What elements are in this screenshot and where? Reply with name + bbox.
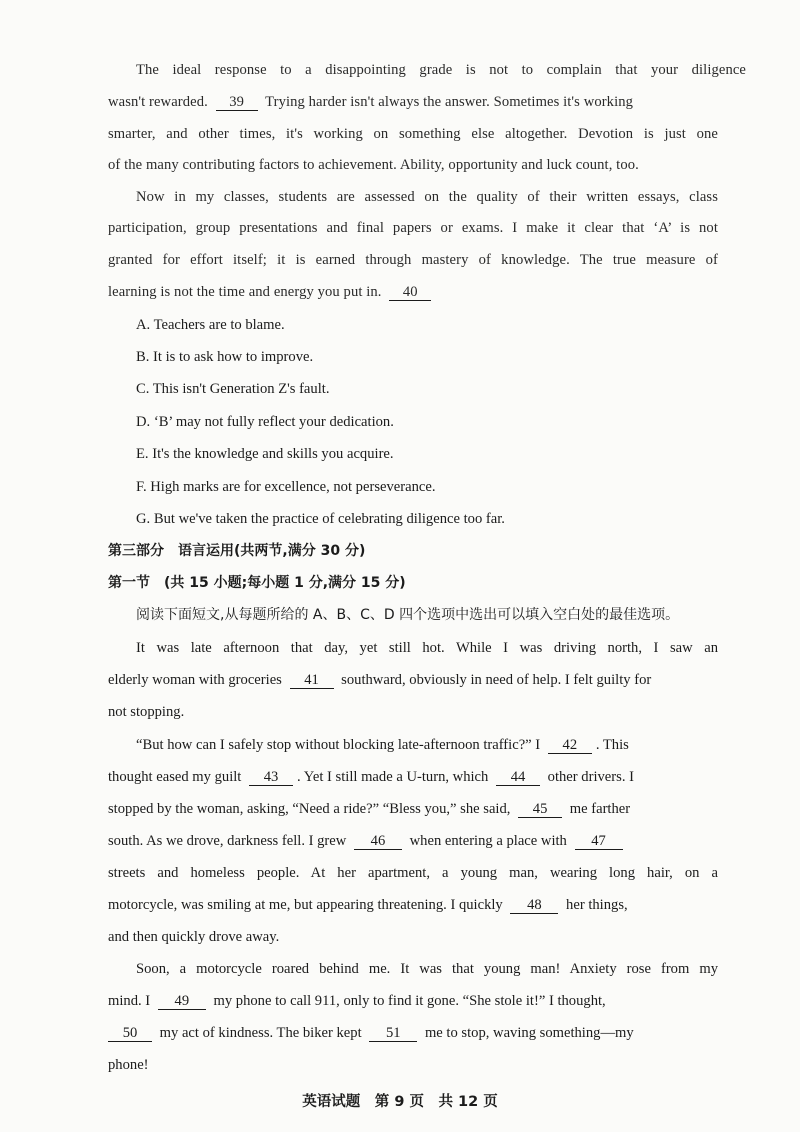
blank-47: 47 <box>575 833 623 850</box>
cloze-text: “But how can I safely stop without blocking late-afternoon traffic?” I <box>136 737 541 753</box>
passage-line <box>108 92 718 112</box>
cloze-text: when entering a place with <box>409 833 567 849</box>
cloze-line: and then quickly drove away. <box>108 929 280 945</box>
option-g: G. But we've taken the practice of celebrating diligence too far. <box>136 511 505 527</box>
passage-line: smarter, and other times, it's working on something else altogether. Devotion is just one <box>108 126 718 142</box>
cloze-text: . This <box>595 737 629 753</box>
cloze-text: south. As we drove, darkness fell. I grew <box>108 833 347 849</box>
part3-heading: 第三部分 语言运用(共两节,满分 30 分) <box>108 543 366 559</box>
option-a: A. Teachers are to blame. <box>136 317 285 333</box>
section1-heading: 第一节 (共 15 小题;每小题 1 分,满分 15 分) <box>108 575 406 591</box>
option-f: F. High marks are for excellence, not perseverance. <box>136 479 436 495</box>
cloze-text: my act of kindness. The biker kept <box>159 1025 362 1041</box>
option-d: D. ‘B’ may not fully reflect your dedication. <box>136 414 394 430</box>
page-footer: 英语试题 第 9 页 共 12 页 <box>302 1094 498 1110</box>
cloze-line: phone! <box>108 1057 149 1073</box>
passage-line: The ideal response to a disappointing grade is not to complain that your diligence <box>136 62 746 78</box>
blank-42: 42 <box>548 737 592 754</box>
blank-43: 43 <box>249 769 293 786</box>
cloze-line <box>108 1023 718 1043</box>
cloze-text: southward, obviously in need of help. I felt guilty for <box>341 672 652 688</box>
cloze-instruction: 阅读下面短文,从每题所给的 A、B、C、D 四个选项中选出可以填入空白处的最佳选项。 <box>136 607 680 623</box>
passage-line <box>108 282 718 302</box>
blank-49: 49 <box>158 993 206 1010</box>
option-e: E. It's the knowledge and skills you acquire. <box>136 446 394 462</box>
cloze-text: mind. I <box>108 993 151 1009</box>
cloze-line <box>108 895 718 915</box>
blank-40: 40 <box>389 284 431 301</box>
cloze-line <box>108 670 718 690</box>
cloze-text: elderly woman with groceries <box>108 672 282 688</box>
blank-46: 46 <box>354 833 402 850</box>
blank-48: 48 <box>510 897 558 914</box>
blank-41: 41 <box>290 672 334 689</box>
cloze-text: her things, <box>566 897 628 913</box>
blank-51: 51 <box>369 1025 417 1042</box>
cloze-text: stopped by the woman, asking, “Need a ride?” “Bless you,” she said, <box>108 801 511 817</box>
blank-39: 39 <box>216 94 258 111</box>
passage-text: Trying harder isn't always the answer. Sometimes it's working <box>265 94 634 110</box>
cloze-line <box>108 991 718 1011</box>
passage-line: Now in my classes, students are assessed on the quality of their written essays, class <box>136 189 718 205</box>
cloze-line <box>108 831 718 851</box>
cloze-line: not stopping. <box>108 704 185 720</box>
cloze-text: motorcycle, was smiling at me, but appearing threatening. I quickly <box>108 897 503 913</box>
cloze-line: Soon, a motorcycle roared behind me. It was that young man! Anxiety rose from my <box>136 961 718 977</box>
passage-line: granted for effort itself; it is earned through mastery of knowledge. The true measure of <box>108 252 718 268</box>
cloze-text: other drivers. I <box>547 769 634 785</box>
cloze-text: my phone to call 911, only to find it gone. “She stole it!” I thought, <box>213 993 606 1009</box>
passage-line: of the many contributing factors to achievement. Ability, opportunity and luck count, too. <box>108 157 639 173</box>
cloze-text: thought eased my guilt <box>108 769 242 785</box>
cloze-text: me farther <box>569 801 631 817</box>
blank-50: 50 <box>108 1025 152 1042</box>
blank-44: 44 <box>496 769 540 786</box>
cloze-line <box>136 735 746 755</box>
cloze-line <box>108 767 718 787</box>
option-c: C. This isn't Generation Z's fault. <box>136 381 330 397</box>
cloze-text: . Yet I still made a U-turn, which <box>297 769 489 785</box>
passage-line: participation, group presentations and final papers or exams. I make it clear that ‘A’ is not <box>108 220 718 236</box>
option-b: B. It is to ask how to improve. <box>136 349 314 365</box>
cloze-text: me to stop, waving something—my <box>424 1025 634 1041</box>
cloze-line: It was late afternoon that day, yet still hot. While I was driving north, I saw an <box>136 640 718 656</box>
cloze-line: streets and homeless people. At her apartment, a young man, wearing long hair, on a <box>108 865 718 881</box>
blank-45: 45 <box>518 801 562 818</box>
cloze-line <box>108 799 718 819</box>
passage-text: learning is not the time and energy you put in. <box>108 284 382 300</box>
passage-text: wasn't rewarded. <box>108 94 208 110</box>
